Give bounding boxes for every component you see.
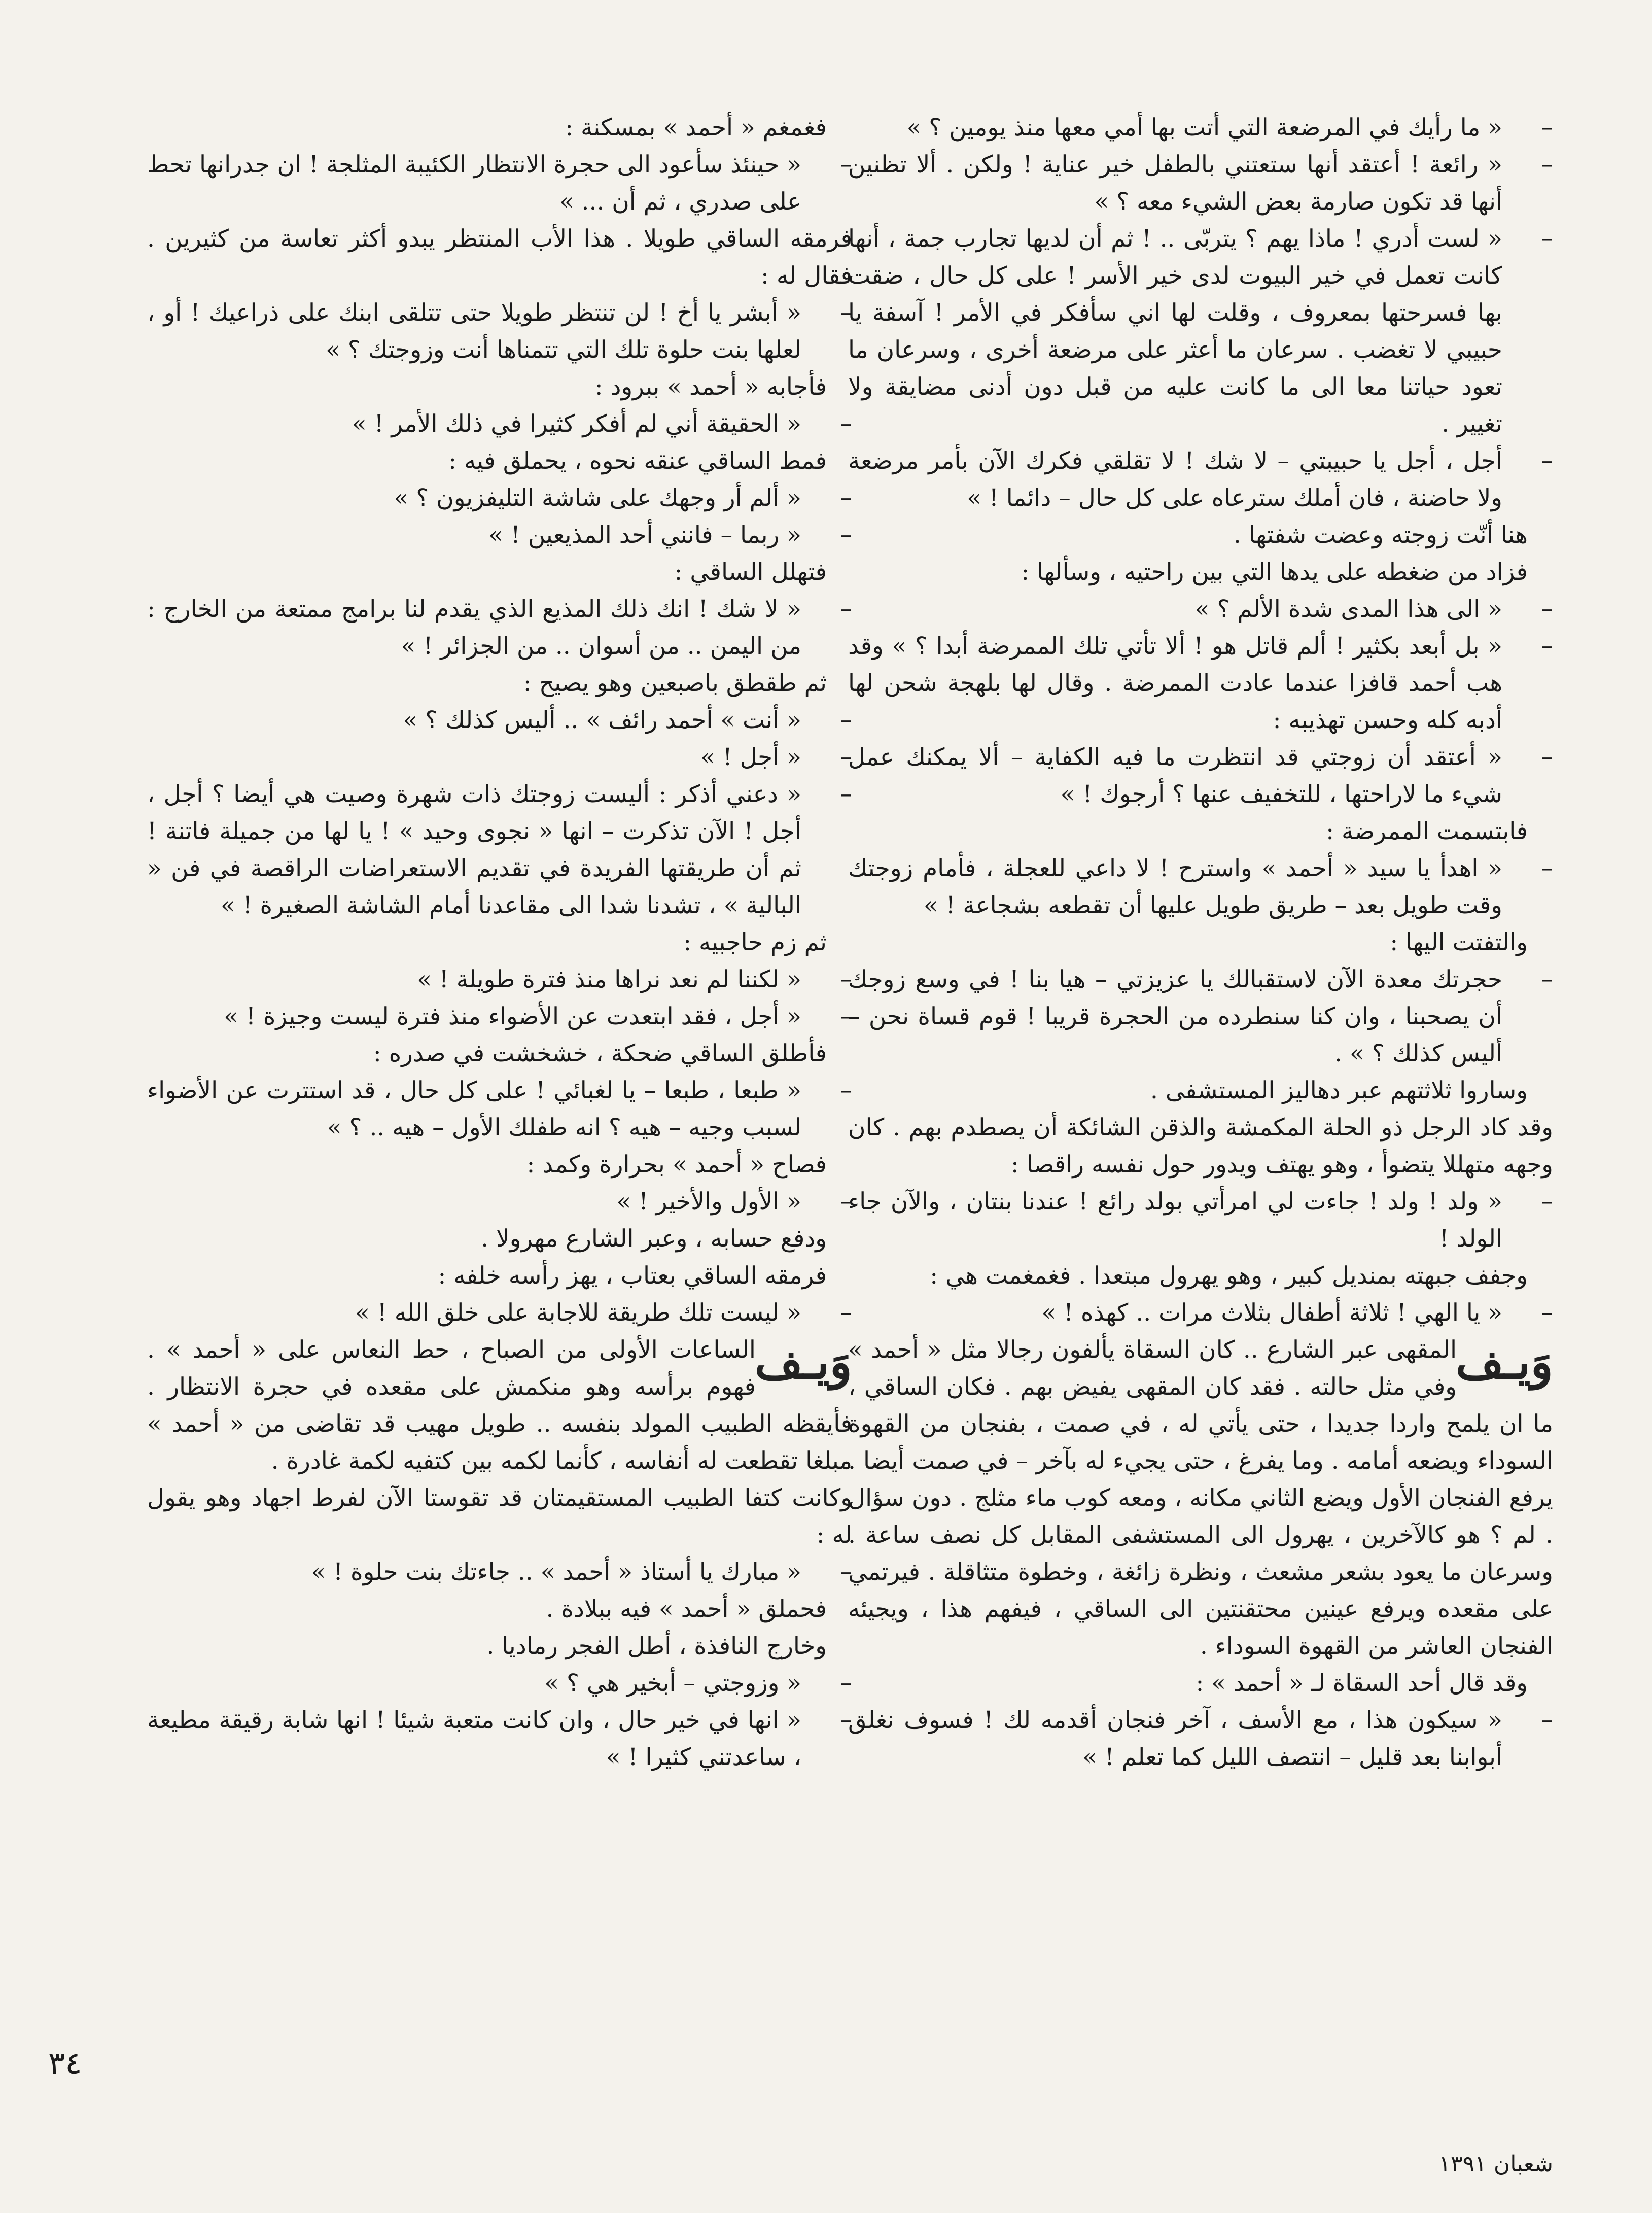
paragraph-text: « لست أدري ! ماذا يهم ؟ يتربّى .. ! ثم أن لديها تجارب جمة ، أنها كانت تعمل في خير البيوت لدى خير الأسر ! على كل حال ، ضقت بها فسرحتها بمعروف ، وقلت لها اني سأفكر في الأمر ! آسفة يا حبيبي لا تغضب . سرعان ما أعثر على مرضعة أخرى ، وسرعان ما تعود حياتنا معا الى ما كانت عليه من قبل دون أدنى مضايقة ولا تغيير . [848, 225, 1502, 438]
dialogue-line [848, 591, 1553, 628]
paragraph-text: وكانت كتفا الطبيب المستقيمتان قد تقوستا الآن لفرط اجهاد وهو يقول له : [147, 1484, 852, 1549]
paragraph-text: « ألم أر وجهك على شاشة التليفزيون ؟ » [394, 484, 801, 512]
narration-paragraph [848, 554, 1553, 591]
paragraph-text: فصاح « أحمد » بحرارة وكمد : [526, 1151, 827, 1179]
dialogue-line [848, 1183, 1553, 1257]
dialogue-line [147, 516, 852, 554]
narration-paragraph [147, 220, 852, 294]
paragraph-text: فابتسمت الممرضة : [1326, 817, 1528, 845]
narration-paragraph [147, 554, 852, 591]
paragraph-text: هنا أنّت زوجته وعضت شفتها . [1233, 521, 1528, 549]
paragraph-text: « رائعة ! أعتقد أنها ستعتني بالطفل خير عناية ! ولكن . ألا تظنين أنها قد تكون صارمة بعض الشيء معه ؟ » [848, 151, 1502, 216]
section-ornament: وَيـف [754, 1335, 852, 1390]
dialogue-line [848, 1294, 1553, 1331]
dialogue-line [147, 479, 852, 516]
paragraph-text: « ما رأيك في المرضعة التي أتت بها أمي معها منذ يومين ؟ » [906, 114, 1502, 142]
dialogue-line [848, 442, 1553, 516]
paragraph-text: فحملق « أحمد » فيه ببلادة . [546, 1595, 827, 1623]
paragraph-text: « أجل ، فقد ابتعدت عن الأضواء منذ فترة ليست وجيزة ! » [224, 1002, 801, 1030]
narration-paragraph [848, 924, 1553, 961]
paragraph-text: فرمقه الساقي بعتاب ، يهز رأسه خلفه : [438, 1262, 827, 1290]
dialogue-line [147, 1072, 852, 1146]
dialogue-line [147, 702, 852, 739]
section-ornament: وَيـف [1455, 1335, 1553, 1390]
dialogue-line [147, 739, 852, 776]
paragraph-text: « الحقيقة أني لم أفكر كثيرا في ذلك الأمر ! » [352, 410, 801, 438]
paragraph-text: وجفف جبهته بمنديل كبير ، وهو يهرول مبتعدا . فغمغمت هي : [930, 1262, 1528, 1290]
paragraph-text: والتفتت اليها : [1390, 928, 1528, 956]
dialogue-line [147, 405, 852, 442]
narration-paragraph [147, 1590, 852, 1628]
dialogue-line [848, 220, 1553, 442]
dialogue-line [848, 961, 1553, 1072]
narration-paragraph [147, 1257, 852, 1294]
dialogue-line [147, 146, 852, 220]
narration-paragraph [147, 1220, 852, 1257]
paragraph-text: وساروا ثلاثتهم عبر دهاليز المستشفى . [1150, 1077, 1528, 1104]
paragraph-text: ثم زم حاجبيه : [683, 928, 827, 956]
narration-paragraph [147, 368, 852, 405]
narration-paragraph [147, 1146, 852, 1183]
paragraph-text: فغمغم « أحمد » بمسكنة : [565, 114, 827, 142]
paragraph-text: « لكننا لم نعد نراها منذ فترة طويلة ! » [417, 965, 801, 993]
paragraph-text: « حينئذ سأعود الى حجرة الانتظار الكئيبة المثلجة ! ان جدرانها تحط على صدري ، ثم أن ... » [147, 151, 801, 216]
paragraph-text: فزاد من ضغطه على يدها التي بين راحتيه ، وسألها : [1021, 558, 1528, 586]
narration-paragraph [147, 1628, 852, 1665]
dialogue-line [848, 628, 1553, 739]
dialogue-line [147, 1183, 852, 1220]
paragraph-text: فتهلل الساقي : [674, 558, 827, 586]
narration-paragraph [848, 813, 1553, 850]
section-opening [848, 1331, 1553, 1665]
paragraph-text: أجل ، أجل يا حبيبتي – لا شك ! لا تقلقي فكرك الآن بأمر مرضعة ولا حاضنة ، فان أملك سترعاه على كل حال – دائما ! » [848, 447, 1502, 512]
narration-paragraph [848, 1665, 1553, 1702]
paragraph-text: « لا شك ! انك ذلك المذيع الذي يقدم لنا برامج ممتعة من الخارج : من اليمن .. من أسوان .. من الجزائر ! » [147, 595, 801, 660]
dialogue-line [848, 850, 1553, 924]
dialogue-line [147, 1665, 852, 1702]
paragraph-text: فأجابه « أحمد » ببرود : [594, 373, 827, 401]
paragraph-text: « ربما – فانني أحد المذيعين ! » [488, 521, 801, 549]
narration-paragraph [147, 1479, 852, 1553]
dialogue-line [147, 1294, 852, 1331]
narration-paragraph [848, 1109, 1553, 1183]
paragraph-text: ثم طقطق باصبعين وهو يصيح : [523, 669, 827, 697]
narration-paragraph [147, 665, 852, 702]
dialogue-line [147, 1702, 852, 1776]
dialogue-line [147, 776, 852, 924]
paragraph-text: فرمقه الساقي طويلا . هذا الأب المنتظر يبدو أكثر تعاسة من كثيرين . فقال له : [147, 225, 852, 290]
narration-paragraph [147, 924, 852, 961]
dialogue-line [848, 146, 1553, 220]
paragraph-text: « دعني أذكر : أليست زوجتك ذات شهرة وصيت هي أيضا ؟ أجل ، أجل ! الآن تذكرت – انها « نجوى وحيد » ! يا لها من جميلة فاتنة ! ثم أن طريقتها الفريدة في تقديم الاستعراضات الراقصة في فن « البالية » ، تشدنا شدا الى مقاعدنا أمام الشاشة الصغيرة ! » [147, 780, 801, 919]
paragraph-text: « انها في خير حال ، وان كانت متعبة شيئا ! انها شابة رقيقة مطيعة ، ساعدتني كثيرا ! » [147, 1706, 801, 1771]
narration-paragraph [848, 1257, 1553, 1294]
paragraph-text: « الى هذا المدى شدة الألم ؟ » [1194, 595, 1502, 623]
paragraph-text: وقد كاد الرجل ذو الحلة المكمشة والذقن الشائكة أن يصطدم بهم . كان وجهه متهللا يتضوأ ، وهو يهتف ويدور حول نفسه راقصا : [848, 1114, 1553, 1179]
narration-paragraph [147, 109, 852, 146]
paragraph-text: المقهى عبر الشارع .. كان السقاة يألفون رجالا مثل « أحمد » وفي مثل حالته . فقد كان المقهى يفيض بهم . فكان الساقي ، ما ان يلمح واردا جديدا ، حتى يأتي له ، في صمت ، بفنجان من القهوة السوداء ويضعه أمامه . وما يفرغ ، حتى يجيء له بآخر – في صمت أيضا . يرفع الفنجان الأول ويضع الثاني مكانه ، ومعه كوب ماء مثلج . دون سؤال . لم ؟ هو كالآخرين ، يهرول الى المستشفى المقابل كل نصف ساعة . وسرعان ما يعود بشعر مشعث ، ونظرة زائغة ، وخطوة متثاقلة . فيرتمي على مقعده ويرفع عينين محتقنتين الى الساقي ، فيفهم هذا ، ويجيئه الفنجان العاشر من القهوة السوداء . [848, 1336, 1553, 1660]
dialogue-line [147, 998, 852, 1035]
dialogue-line [848, 1702, 1553, 1776]
dialogue-line [147, 961, 852, 998]
paragraph-text: « أعتقد أن زوجتي قد انتظرت ما فيه الكفاية – ألا يمكنك عمل شيء ما لاراحتها ، للتخفيف عنها ؟ أرجوك ! » [848, 743, 1502, 808]
paragraph-text: « وزوجتي – أبخير هي ؟ » [544, 1669, 801, 1697]
dialogue-line [848, 739, 1553, 813]
section-opening [147, 1331, 852, 1479]
dialogue-line [147, 1553, 852, 1590]
narration-paragraph [147, 1035, 852, 1072]
footer-date: شعبان ١٣٩١ [1438, 2151, 1553, 2177]
paragraph-text: « ليست تلك طريقة للاجابة على خلق الله ! » [355, 1299, 801, 1327]
paragraph-text: « اهدأ يا سيد « أحمد » واسترح ! لا داعي للعجلة ، فأمام زوجتك وقت طويل بعد – طريق طويل عليها أن تقطعه بشجاعة ! » [848, 854, 1502, 919]
right-column [848, 109, 1553, 1776]
dialogue-line [147, 294, 852, 368]
paragraph-text: « أبشر يا أخ ! لن تنتظر طويلا حتى تتلقى ابنك على ذراعيك ! أو ، لعلها بنت حلوة تلك التي تتمناها أنت وزوجتك ؟ » [147, 299, 801, 364]
paragraph-text: « سيكون هذا ، مع الأسف ، آخر فنجان أقدمه لك ! فسوف نغلق أبوابنا بعد قليل – انتصف الليل كما تعلم ! » [848, 1706, 1502, 1771]
narration-paragraph [848, 516, 1553, 554]
paragraph-text: « ولد ! ولد ! جاءت لي امرأتي بولد رائع ! عندنا بنتان ، والآن جاء الولد ! [848, 1188, 1502, 1253]
paragraph-text: « أنت » أحمد رائف » .. أليس كذلك ؟ » [403, 706, 801, 734]
paragraph-text: « يا الهي ! ثلاثة أطفال بثلاث مرات .. كهذه ! » [1041, 1299, 1502, 1327]
paragraph-text: « طبعا ، طبعا – يا لغبائي ! على كل حال ، قد استترت عن الأضواء لسبب وجيه – هيه ؟ انه طفلك الأول – هيه .. ؟ » [147, 1077, 801, 1142]
dialogue-line [848, 109, 1553, 146]
dialogue-line [147, 591, 852, 665]
paragraph-text: ودفع حسابه ، وعبر الشارع مهرولا . [481, 1225, 827, 1253]
paragraph-text: حجرتك معدة الآن لاستقبالك يا عزيزتي – هيا بنا ! في وسع زوجك أن يصحبنا ، وان كنا سنطرده من الحجرة قريبا ! قوم قساة نحن – أليس كذلك ؟ » . [848, 965, 1502, 1067]
paragraph-text: فأطلق الساقي ضحكة ، خشخشت في صدره : [373, 1040, 827, 1067]
page-number: ٣٤ [48, 2045, 82, 2082]
narration-paragraph [147, 442, 852, 479]
paragraph-text: « مبارك يا أستاذ « أحمد » .. جاءتك بنت حلوة ! » [311, 1558, 801, 1586]
paragraph-text: وقد قال أحد السقاة لـ « أحمد » : [1196, 1669, 1528, 1697]
narration-paragraph [848, 1072, 1553, 1109]
paragraph-text: الساعات الأولى من الصباح ، حط النعاس على « أحمد » . فهوم برأسه وهو منكمش على مقعده في حجرة الانتظار . فأيقظه الطبيب المولد بنفسه .. طويل مهيب قد تقاضى من « أحمد » مبلغا تقطعت له أنفاسه ، كأنما لكمه بين كتفيه لكمة غادرة . [147, 1336, 852, 1475]
paragraph-text: « أجل ! » [700, 743, 801, 771]
paragraph-text: « الأول والأخير ! » [616, 1188, 801, 1216]
paragraph-text: وخارج النافذة ، أطل الفجر رماديا . [486, 1632, 827, 1660]
paragraph-text: فمط الساقي عنقه نحوه ، يحملق فيه : [448, 447, 827, 475]
paragraph-text: « بل أبعد بكثير ! ألم قاتل هو ! ألا تأتي تلك الممرضة أبدا ؟ » وقد هب أحمد قافزا عندما عادت الممرضة . وقال لها بلهجة شحن لها أدبه كله وحسن تهذيبه : [848, 632, 1502, 734]
left-column [147, 109, 852, 1776]
